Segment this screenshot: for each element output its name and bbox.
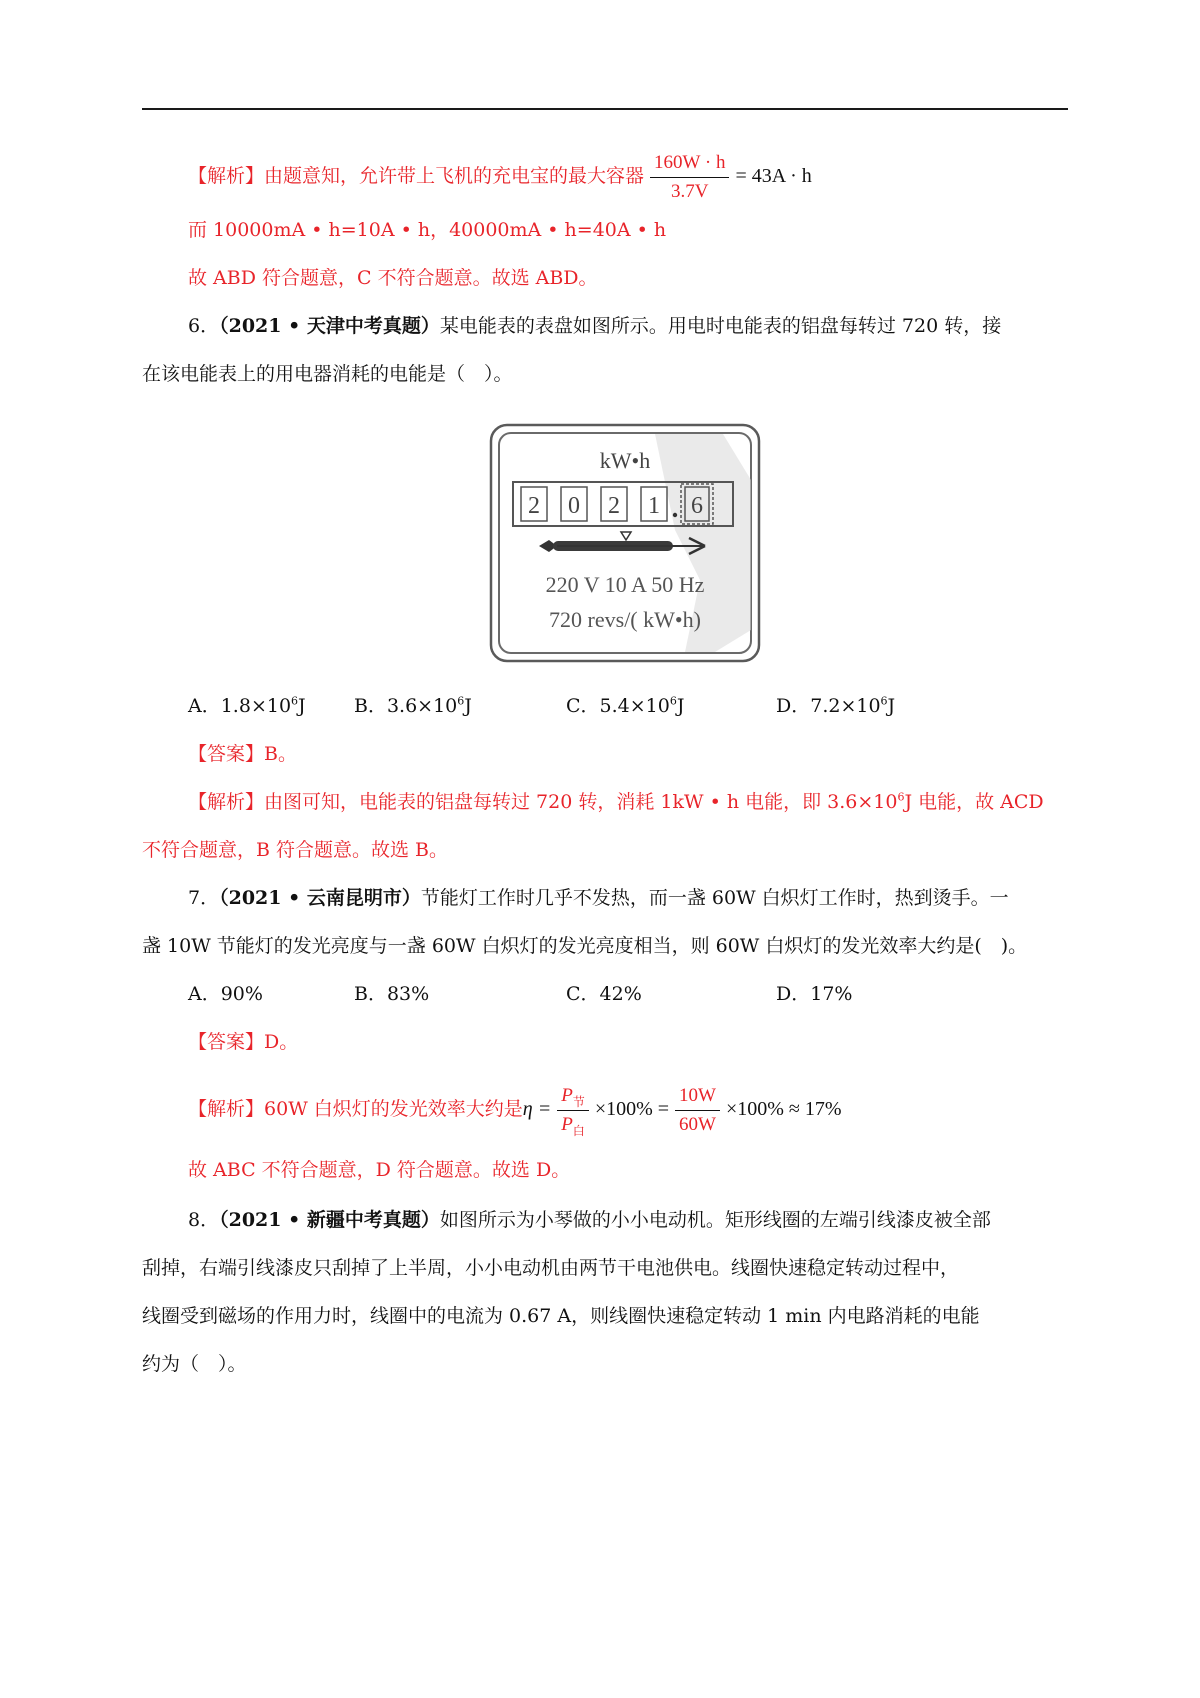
analysis-tag: 【解析】 — [188, 1098, 265, 1120]
analysis-text: 60W 白炽灯的发光效率大约是 — [264, 1098, 523, 1120]
analysis-text: 由题意知，允许带上飞机的充电宝的最大容器 — [264, 165, 645, 187]
q6-stem-line1 — [188, 312, 1001, 340]
q6-analysis-line2: 不符合题意，B 符合题意。故选 B。 — [142, 839, 449, 861]
question-number: 6． — [188, 315, 220, 337]
option-exponent: 6 — [291, 694, 299, 708]
meter-spec-line2: 720 revs/( kW•h) — [549, 607, 701, 632]
q7-option-b: B．83% — [354, 983, 430, 1005]
analysis-text: 由图可知，电能表的铝盘每转过 720 转，消耗 1kW • h 电能，即 3.6×10 — [264, 791, 898, 813]
q6-answer: 【答案】B。 — [188, 743, 297, 765]
q6-stem-line2: 在该电能表上的用电器消耗的电能是（ ）。 — [142, 363, 513, 385]
option-exponent: 6 — [669, 694, 677, 708]
q7-analysis-line1 — [188, 1078, 842, 1140]
fraction-result: = 43A · h — [735, 165, 812, 187]
numerator — [557, 1084, 589, 1111]
electric-meter-figure — [485, 420, 765, 665]
fraction-numerator: 160W · h — [650, 151, 729, 178]
option-exponent: 6 — [880, 694, 888, 708]
q5-analysis-line1 — [188, 148, 812, 204]
q7-stem-line1 — [188, 884, 1009, 912]
option-unit: J — [887, 695, 896, 717]
q6-option-c — [566, 692, 684, 720]
result: ×100% ≈ 17% — [725, 1098, 842, 1120]
digit: 2 — [608, 493, 620, 519]
q6-analysis-line1 — [188, 788, 1044, 816]
question-source: （2021 • 天津中考真题） — [219, 315, 440, 337]
eta-symbol: η = — [522, 1098, 552, 1120]
q5-analysis-line2: 而 10000mA • h=10A • h，40000mA • h=40A • h — [188, 219, 667, 241]
value-fraction — [675, 1084, 720, 1137]
digit: 2 — [528, 493, 540, 519]
option-text: A．1.8×10 — [188, 695, 292, 717]
option-unit: J — [676, 695, 685, 717]
q8-stem-line1 — [188, 1206, 991, 1234]
analysis-tag: 【解析】 — [188, 165, 265, 187]
option-text: C．5.4×10 — [566, 695, 670, 717]
option-text: B．3.6×10 — [354, 695, 458, 717]
analysis-tag: 【解析】 — [188, 791, 265, 813]
meter-unit-label: kW•h — [599, 448, 651, 473]
question-source: （2021 • 新疆中考真题） — [219, 1209, 440, 1231]
p-symbol: P — [561, 1113, 573, 1135]
q8-stem-line2: 刮掉，右端引线漆皮只刮掉了上半周，小小电动机由两节干电池供电。线圈快速稳定转动过程中， — [142, 1257, 960, 1279]
q7-answer: 【答案】D。 — [188, 1031, 299, 1053]
denominator: 60W — [679, 1113, 716, 1135]
question-number: 8． — [188, 1209, 220, 1231]
q7-stem-line2: 盏 10W 节能灯的发光亮度与一盏 60W 白炽灯的发光亮度相当，则 60W 白炽灯的发光效率大约是( )。 — [142, 935, 1028, 957]
option-exponent: 6 — [457, 694, 465, 708]
fraction-denominator: 3.7V — [671, 180, 709, 202]
q6-option-a — [188, 692, 306, 720]
times-percent: ×100% = — [594, 1098, 670, 1120]
option-unit: J — [464, 695, 472, 717]
stem-text: 某电能表的表盘如图所示。用电时电能表的铝盘每转过 720 转，接 — [439, 315, 1002, 337]
q7-option-a: A．90% — [188, 983, 263, 1005]
digit: 1 — [648, 493, 660, 519]
q8-stem-line3: 线圈受到磁场的作用力时，线圈中的电流为 0.67 A，则线圈快速稳定转动 1 min 内电路消耗的电能 — [142, 1305, 980, 1327]
stem-text: 如图所示为小琴做的小小电动机。矩形线圈的左端引线漆皮被全部 — [439, 1209, 991, 1231]
header-rule — [142, 108, 1068, 110]
analysis-text-end: J 电能，故 ACD — [904, 791, 1044, 813]
q6-option-d — [776, 692, 895, 720]
question-source: （2021 • 云南昆明市） — [219, 887, 421, 909]
q6-option-b — [354, 692, 472, 720]
meter-spec-line1: 220 V 10 A 50 Hz — [545, 572, 705, 597]
p-symbol: P — [561, 1084, 573, 1106]
p-subscript: 节 — [572, 1094, 585, 1109]
q5-analysis-line3: 故 ABD 符合题意，C 不符合题意。故选 ABD。 — [188, 267, 598, 289]
digit: 6 — [691, 493, 703, 519]
decimal-point — [673, 513, 677, 517]
q8-stem-line4: 约为（ ）。 — [142, 1353, 247, 1375]
q7-option-c: C．42% — [566, 983, 642, 1005]
option-text: D．7.2×10 — [776, 695, 881, 717]
power-ratio-fraction — [557, 1084, 589, 1137]
denominator — [557, 1111, 589, 1137]
numerator: 10W — [675, 1084, 720, 1111]
q7-option-d: D．17% — [776, 983, 853, 1005]
digit: 0 — [568, 493, 580, 519]
analysis-exponent: 6 — [897, 790, 905, 804]
question-number: 7． — [188, 887, 220, 909]
p-subscript: 白 — [572, 1123, 585, 1138]
q7-analysis-line2: 故 ABC 不符合题意，D 符合题意。故选 D。 — [188, 1159, 571, 1181]
capacity-fraction — [650, 151, 729, 204]
option-unit: J — [298, 695, 306, 717]
stem-text: 节能灯工作时几乎不发热，而一盏 60W 白炽灯工作时，热到烫手。一 — [420, 887, 1009, 909]
